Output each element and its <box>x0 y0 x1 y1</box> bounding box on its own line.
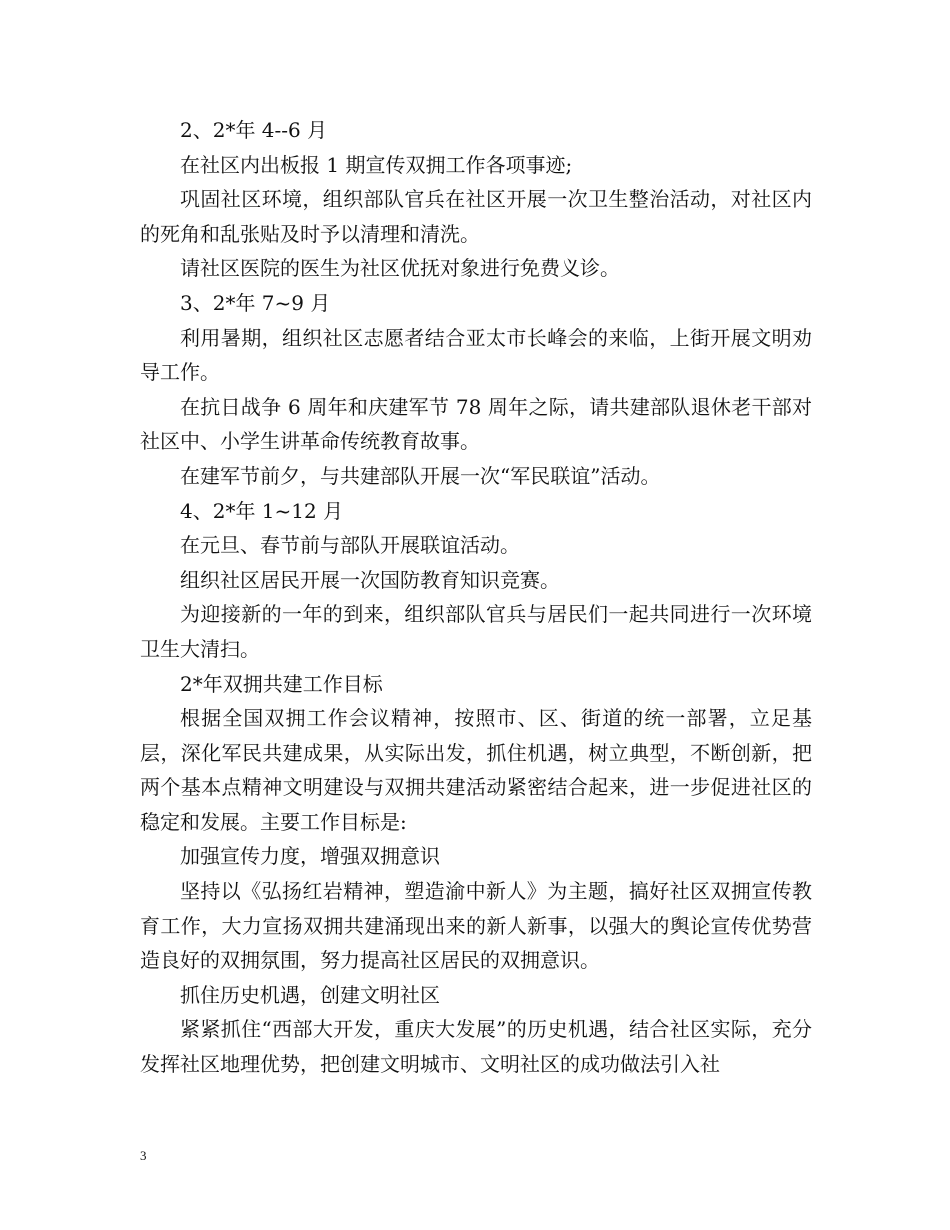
section-heading: 2*年双拥共建工作目标 <box>180 671 383 696</box>
paragraph: 在元旦、春节前与部队开展联谊活动。 <box>180 533 520 558</box>
paragraph: 为迎接新的一年的到来，组织部队官兵与居民们一起共同进行一次环境卫生大清扫。 <box>140 602 812 661</box>
document-body <box>140 113 812 1082</box>
paragraph: 2、2*年 4--6 月 <box>180 118 328 142</box>
section-heading: 抓住历史机遇，创建文明社区 <box>180 982 440 1007</box>
paragraph: 组织社区居民开展一次国防教育知识竞赛。 <box>180 567 560 592</box>
paragraph: 3、2*年 7~9 月 <box>180 290 331 315</box>
page-number: 3 <box>140 1148 147 1163</box>
paragraph: 坚持以《弘扬红岩精神，塑造渝中新人》为主题，搞好社区双拥宣传教育工作，大力宣扬双拥共建涌现出来的新人新事，以强大的舆论宣传优势营造良好的双拥氛围，努力提高社区居民的双拥意识。 <box>140 879 812 973</box>
paragraph: 请社区医院的医生为社区优抚对象进行免费义诊。 <box>180 256 620 281</box>
paragraph: 利用暑期，组织社区志愿者结合亚太市长峰会的来临，上街开展文明劝导工作。 <box>140 325 812 385</box>
paragraph: 在建军节前夕，与共建部队开展一次“军民联谊”活动。 <box>180 463 661 488</box>
paragraph: 4、2*年 1~12 月 <box>180 498 344 523</box>
paragraph: 巩固社区环境，组织部队官兵在社区开展一次卫生整治活动，对社区内的死角和乱张贴及时予以清理和清洗。 <box>140 187 812 246</box>
paragraph: 在抗日战争 6 周年和庆建军节 78 周年之际，请共建部队退休老干部对社区中、小学生讲革命传统教育故事。 <box>140 394 812 454</box>
paragraph: 根据全国双拥工作会议精神，按照市、区、街道的统一部署，立足基层，深化军民共建成果，从实际出发，抓住机遇，树立典型，不断创新，把两个基本点精神文明建设与双拥共建活动紧密结合起来，进一步促进社区的稳定和发展。主要工作目标是: <box>140 706 812 834</box>
paragraph: 紧紧抓住“西部大开发，重庆大发展”的历史机遇，结合社区实际，充分发挥社区地理优势，把创建文明城市、文明社区的成功做法引入社 <box>140 1017 812 1077</box>
section-heading: 加强宣传力度，增强双拥意识 <box>180 844 440 869</box>
paragraph: 在社区内出板报 1 期宣传双拥工作各项事迹; <box>180 152 573 177</box>
